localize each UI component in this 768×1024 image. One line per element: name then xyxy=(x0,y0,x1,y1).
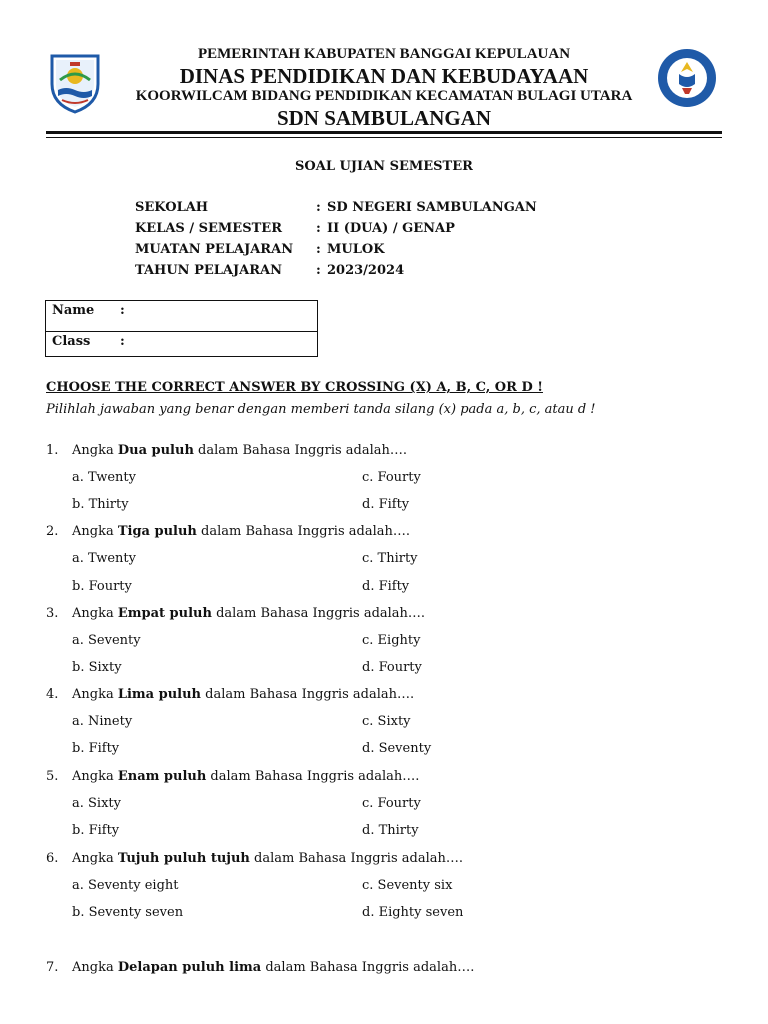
option-d: d. Fourty xyxy=(362,660,422,675)
header-divider-thick xyxy=(46,131,722,134)
option-d: d. Thirty xyxy=(362,823,419,838)
header-school: SDN SAMBULANGAN xyxy=(276,106,492,130)
student-info-box xyxy=(45,300,318,357)
info-value-school: SD NEGERI SAMBULANGAN xyxy=(327,200,537,215)
option-d: d. Fifty xyxy=(362,579,410,594)
option-a: a. Sixty xyxy=(72,796,121,811)
info-label-class-semester: KELAS / SEMESTER xyxy=(135,221,282,236)
info-label-school-year: TAHUN PELAJARAN xyxy=(135,263,282,278)
option-a: a. Seventy eight xyxy=(72,878,179,893)
header-government: PEMERINTAH KABUPATEN BANGGAI KEPULAUAN xyxy=(197,46,571,62)
info-label-school: SEKOLAH xyxy=(135,200,209,215)
instruction-english: CHOOSE THE CORRECT ANSWER BY CROSSING (X) A, B, C, OR D ! xyxy=(46,380,543,395)
option-c: c. Fourty xyxy=(362,796,421,811)
info-colon: : xyxy=(316,242,321,257)
question-number: 6. xyxy=(46,851,59,866)
question-text: Angka Enam puluh dalam Bahasa Inggris adalah…. xyxy=(72,769,420,784)
option-c: c. Sixty xyxy=(362,714,411,729)
info-colon: : xyxy=(316,221,321,236)
class-colon: : xyxy=(120,334,125,349)
option-b: b. Thirty xyxy=(72,497,129,512)
option-b: b. Fifty xyxy=(72,741,120,756)
option-a: a. Seventy xyxy=(72,633,141,648)
info-value-school-year: 2023/2024 xyxy=(327,263,405,278)
name-colon: : xyxy=(120,303,125,318)
question-number: 1. xyxy=(46,443,59,458)
question-number: 4. xyxy=(46,687,59,702)
option-c: c. Seventy six xyxy=(362,878,453,893)
question-text: Angka Empat puluh dalam Bahasa Inggris adalah…. xyxy=(72,606,426,621)
option-b: b. Fourty xyxy=(72,579,132,594)
option-d: d. Fifty xyxy=(362,497,410,512)
info-label-subject: MUATAN PELAJARAN xyxy=(135,242,294,257)
option-b: b. Sixty xyxy=(72,660,122,675)
document-title: SOAL UJIAN SEMESTER xyxy=(295,159,473,174)
info-value-subject: MULOK xyxy=(327,242,385,257)
class-label: Class xyxy=(52,334,91,349)
info-colon: : xyxy=(316,200,321,215)
question-text: Angka Tujuh puluh tujuh dalam Bahasa Inggris adalah…. xyxy=(72,851,464,866)
option-b: b. Seventy seven xyxy=(72,905,184,920)
question-text: Angka Lima puluh dalam Bahasa Inggris adalah…. xyxy=(72,687,415,702)
question-number: 2. xyxy=(46,524,59,539)
option-b: b. Fifty xyxy=(72,823,120,838)
question-number: 7. xyxy=(46,960,59,975)
student-box-divider xyxy=(46,331,317,332)
question-number: 3. xyxy=(46,606,59,621)
info-value-class-semester: II (DUA) / GENAP xyxy=(327,221,455,236)
option-a: a. Twenty xyxy=(72,551,136,566)
option-a: a. Ninety xyxy=(72,714,133,729)
question-text: Angka Dua puluh dalam Bahasa Inggris adalah…. xyxy=(72,443,408,458)
header-divider-thin xyxy=(46,137,722,138)
option-a: a. Twenty xyxy=(72,470,136,485)
option-c: c. Thirty xyxy=(362,551,418,566)
option-c: c. Eighty xyxy=(362,633,421,648)
question-text: Angka Tiga puluh dalam Bahasa Inggris adalah…. xyxy=(72,524,411,539)
info-colon: : xyxy=(316,263,321,278)
header-department: DINAS PENDIDIKAN DAN KEBUDAYAAN xyxy=(179,64,589,88)
option-d: d. Seventy xyxy=(362,741,432,756)
instruction-indonesian: Pilihlah jawaban yang benar dengan memberi tanda silang (x) pada a, b, c, atau d ! xyxy=(46,402,596,417)
option-c: c. Fourty xyxy=(362,470,421,485)
question-number: 5. xyxy=(46,769,59,784)
header-coordinator: KOORWILCAM BIDANG PENDIDIKAN KECAMATAN BULAGI UTARA xyxy=(135,88,633,104)
name-label: Name xyxy=(52,303,95,318)
option-d: d. Eighty seven xyxy=(362,905,464,920)
question-text: Angka Delapan puluh lima dalam Bahasa Inggris adalah…. xyxy=(72,960,475,975)
